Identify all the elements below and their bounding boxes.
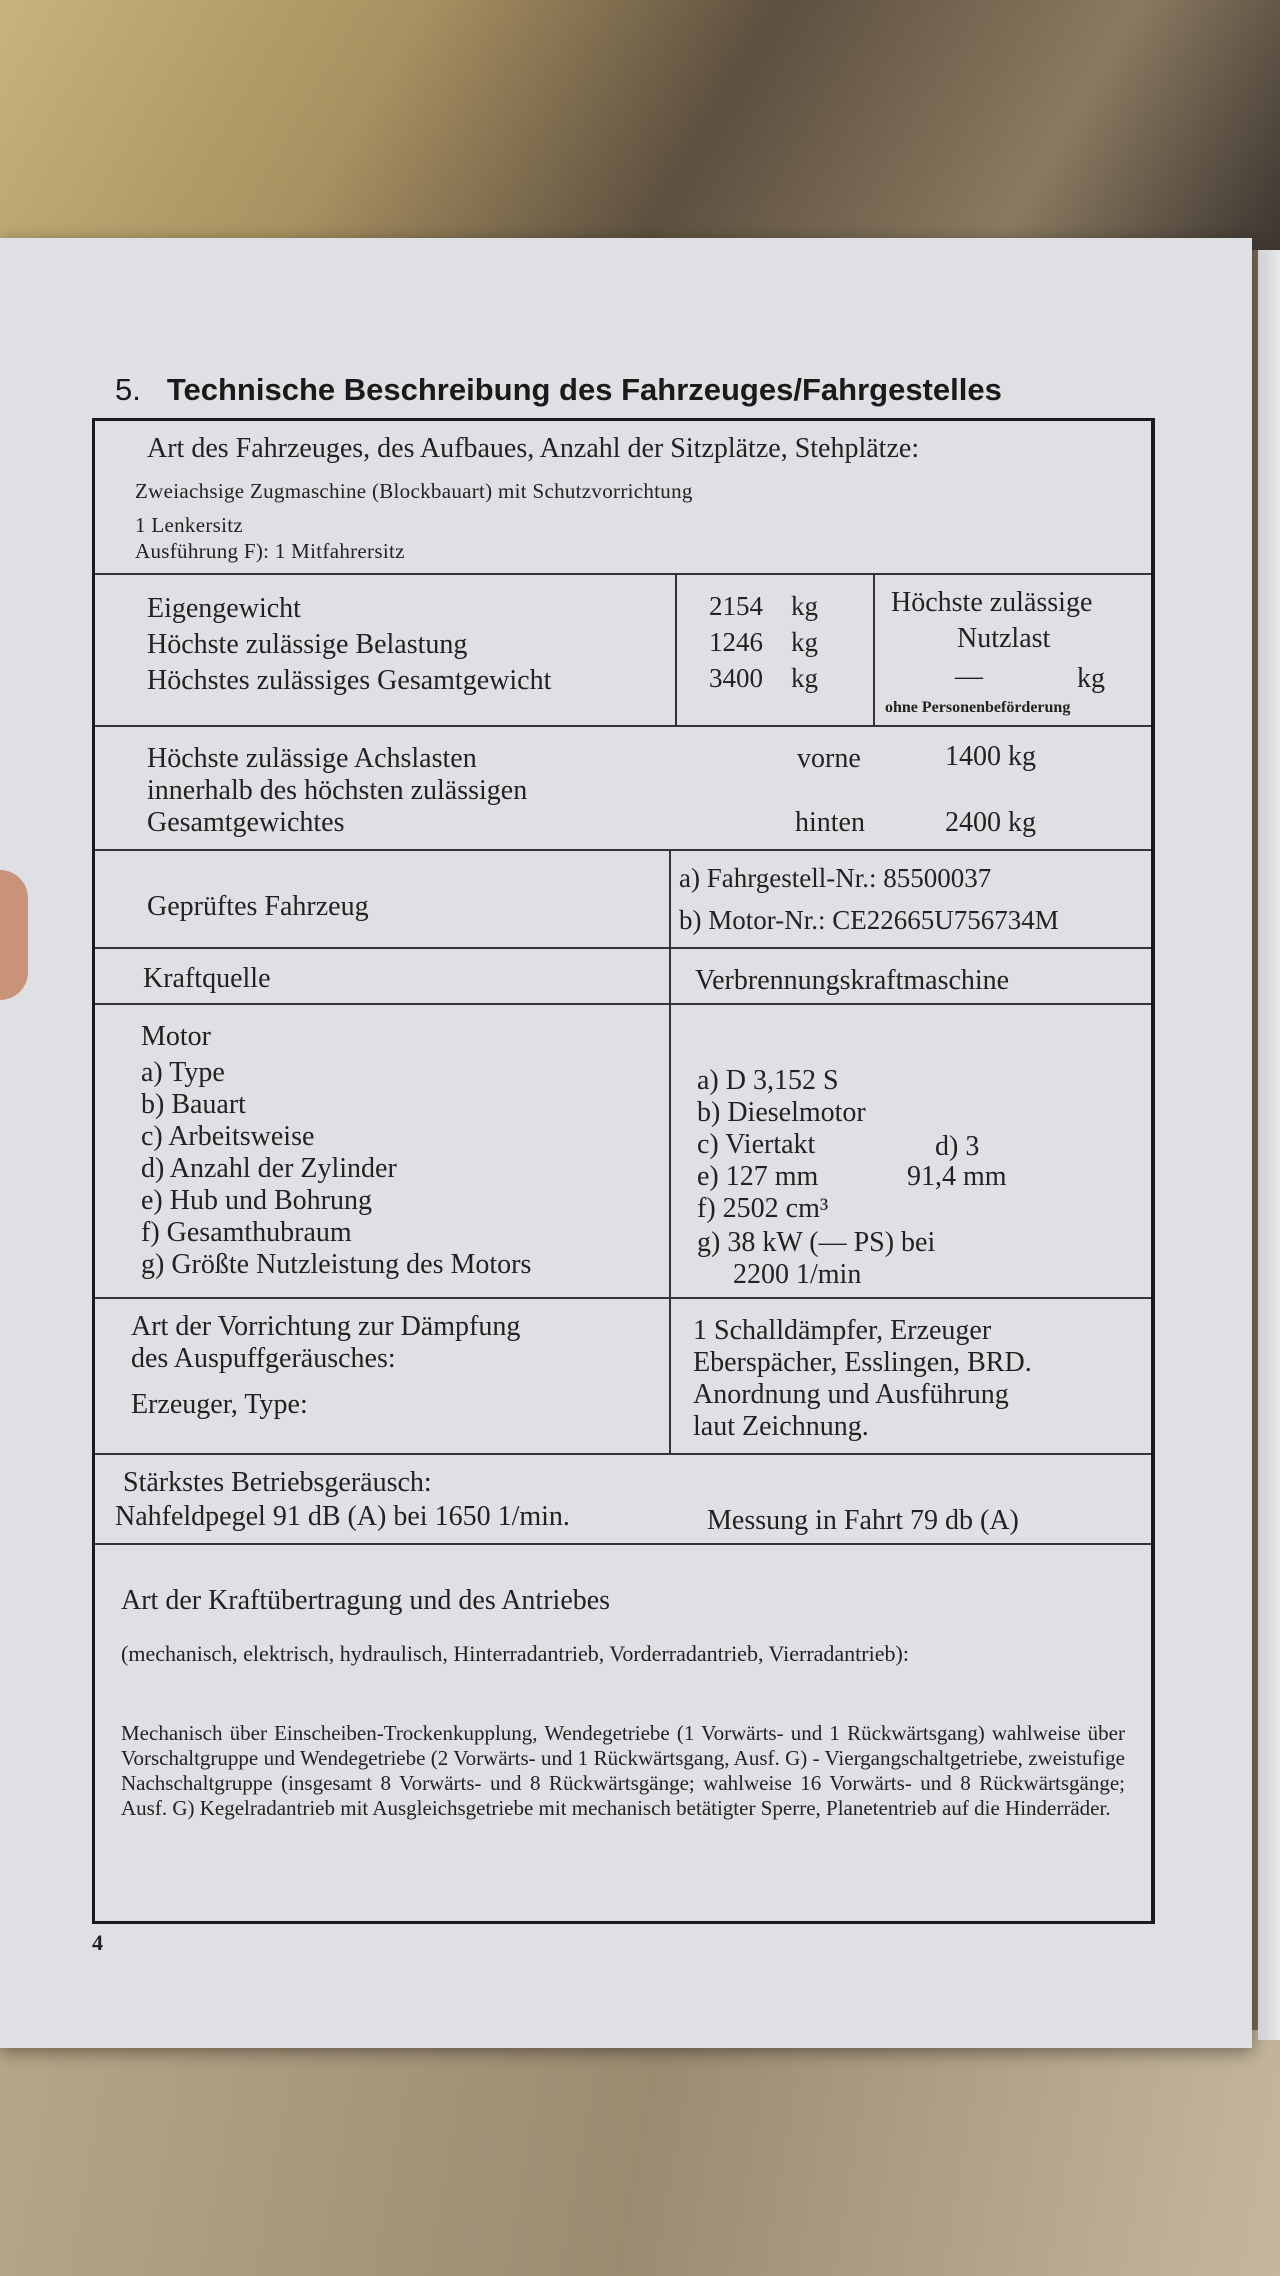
background-bottom (0, 2030, 1280, 2276)
exhaust-value-4: laut Zeichnung. (693, 1411, 869, 1442)
axle-front-label: vorne (797, 743, 861, 774)
payload-label-1: Höchste zulässige (891, 587, 1093, 618)
thumb (0, 870, 28, 1000)
motor-value-e-bore: 91,4 mm (907, 1161, 1007, 1192)
weight-unit-1: kg (791, 591, 818, 621)
divider (95, 947, 1151, 949)
page-edge (1258, 250, 1280, 2040)
divider (675, 573, 677, 725)
divider (95, 849, 1151, 851)
background-top (0, 0, 1280, 250)
noise-driving: Messung in Fahrt 79 db (A) (707, 1505, 1019, 1536)
vehicle-type-line-2: 1 Lenkersitz (135, 513, 243, 537)
weight-label-1: Eigengewicht (147, 593, 301, 624)
motor-label-d: d) Anzahl der Zylinder (141, 1153, 397, 1184)
power-source-label: Kraftquelle (143, 963, 271, 994)
section-title (115, 372, 1002, 408)
motor-value-d: d) 3 (935, 1131, 980, 1162)
motor-value-g-rpm: 2200 1/min (733, 1259, 862, 1290)
payload-value: — (955, 661, 983, 692)
motor-label-c: c) Arbeitsweise (141, 1121, 315, 1152)
motor-label-g: g) Größte Nutzleistung des Motors (141, 1249, 532, 1280)
payload-unit: kg (1077, 663, 1105, 694)
weight-unit-3: kg (791, 663, 818, 693)
exhaust-label-2: des Auspuffgeräusches: (131, 1343, 396, 1374)
technical-form (92, 418, 1155, 1924)
divider (669, 947, 671, 1003)
exhaust-value-1: 1 Schalldämpfer, Erzeuger (693, 1315, 992, 1346)
noise-near-field: Nahfeldpegel 91 dB (A) bei 1650 1/min. (115, 1501, 570, 1532)
divider (95, 1543, 1151, 1545)
divider (669, 849, 671, 947)
divider (95, 725, 1151, 727)
motor-label-a: a) Type (141, 1057, 225, 1088)
payload-note: ohne Personenbeförderung (885, 699, 1071, 716)
axle-label-1: Höchste zulässige Achslasten (147, 743, 477, 774)
divider (95, 573, 1151, 575)
motor-label-f: f) Gesamthubraum (141, 1217, 352, 1248)
motor-value-e: e) 127 mm (697, 1161, 819, 1192)
exhaust-value-3: Anordnung und Ausführung (693, 1379, 1009, 1410)
motor-value-b: b) Dieselmotor (697, 1097, 866, 1128)
axle-rear-value: 2400 kg (945, 807, 1036, 838)
axle-label-2: innerhalb des höchsten zulässigen (147, 775, 528, 806)
weight-label-2: Höchste zulässige Belastung (147, 629, 468, 660)
divider (95, 1453, 1151, 1455)
motor-heading: Motor (141, 1021, 211, 1052)
divider (873, 573, 875, 725)
weight-value-3: 3400 (709, 663, 763, 693)
weight-value-1: 2154 (709, 591, 763, 621)
exhaust-label-3: Erzeuger, Type: (131, 1389, 308, 1420)
section-number: 5. (115, 372, 141, 407)
transmission-options: (mechanisch, elektrisch, hydraulisch, Hinterradantrieb, Vorderradantrieb, Vierradantrieb): (121, 1641, 909, 1666)
vehicle-label: Geprüftes Fahrzeug (147, 891, 369, 922)
weight-label-3: Höchstes zulässiges Gesamtgewicht (147, 665, 552, 696)
payload-label-2: Nutzlast (957, 623, 1051, 654)
motor-value-c: c) Viertakt (697, 1129, 816, 1160)
motor-label-b: b) Bauart (141, 1089, 246, 1120)
noise-label: Stärkstes Betriebsgeräusch: (123, 1467, 432, 1498)
motor-value-f: f) 2502 cm³ (697, 1193, 829, 1224)
axle-front-value: 1400 kg (945, 741, 1036, 772)
weight-unit-2: kg (791, 627, 818, 657)
exhaust-label-1: Art der Vorrichtung zur Dämpfung (131, 1311, 521, 1342)
transmission-heading: Art der Kraftübertragung und des Antriebes (121, 1585, 611, 1616)
divider (95, 1297, 1151, 1299)
chassis-number: a) Fahrgestell-Nr.: 85500037 (679, 863, 992, 893)
vehicle-type-line-3: Ausführung F): 1 Mitfahrersitz (135, 539, 405, 563)
axle-label-3: Gesamtgewichtes (147, 807, 345, 838)
motor-label-e: e) Hub und Bohrung (141, 1185, 372, 1216)
divider (669, 1297, 671, 1453)
page-number: 4 (92, 1930, 103, 1955)
weight-value-2: 1246 (709, 627, 763, 657)
vehicle-type-line-1: Zweiachsige Zugmaschine (Blockbauart) mit Schutzvorrichtung (135, 479, 693, 503)
exhaust-value-2: Eberspächer, Esslingen, BRD. (693, 1347, 1032, 1378)
motor-value-a: a) D 3,152 S (697, 1065, 839, 1096)
transmission-description: Mechanisch über Einscheiben-Trockenkupplung, Wendegetriebe (1 Vorwärts- und 1 Rückwärtsgang) wahlweise über Vorschaltgruppe und Wendegetriebe (2 Vorwärts- und 1 Rückwärtsgang, Ausf. G) - Viergangschaltgetriebe, zweistufige Nachschaltgruppe (insgesamt 8 Vorwärts- und 8 Rückwärtsgänge; wahlweise 16 Vorwärts- und 8 Rückwärtsgänge; Ausf. G) Kegelradantrieb mit Ausgleichsgetriebe mit mechanisch betätigter Sperre, Planetentrieb auf die Hinderräder. (121, 1721, 1125, 1820)
axle-rear-label: hinten (795, 807, 865, 838)
engine-number: b) Motor-Nr.: CE22665U756734M (679, 905, 1059, 935)
power-source-value: Verbrennungskraftmaschine (695, 965, 1010, 996)
section-heading: Technische Beschreibung des Fahrzeuges/Fahrgestelles (166, 372, 1002, 407)
motor-value-g: g) 38 kW (— PS) bei (697, 1227, 936, 1258)
vehicle-type-heading: Art des Fahrzeuges, des Aufbaues, Anzahl der Sitzplätze, Stehplätze: (147, 433, 920, 464)
divider (95, 1003, 1151, 1005)
divider (669, 1003, 671, 1297)
